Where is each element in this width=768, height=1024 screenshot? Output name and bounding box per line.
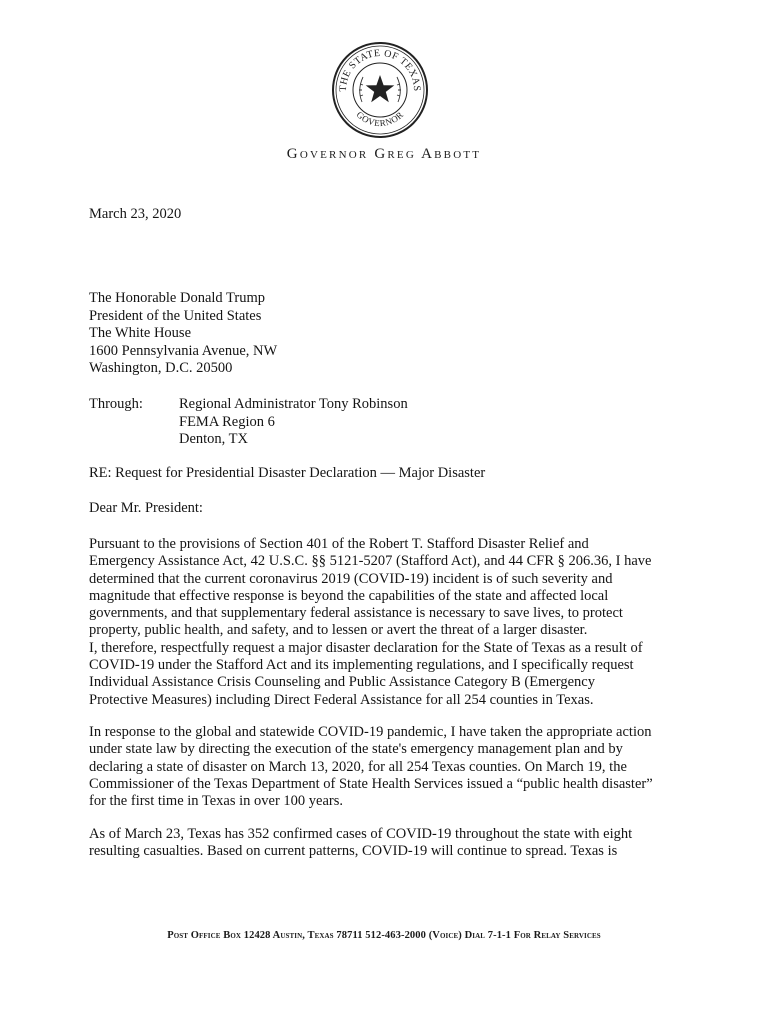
- paragraph-line: for the first time in Texas in over 100 years.: [89, 793, 344, 810]
- letterhead-footer: Post Office Box 12428 Austin, Texas 78711 512-463-2000 (Voice) Dial 7-1-1 For Relay Services: [167, 930, 601, 941]
- paragraph-line: As of March 23, Texas has 352 confirmed cases of COVID-19 throughout the state with eight: [89, 826, 633, 842]
- recipient-line: The White House: [89, 325, 192, 341]
- through-line: Denton, TX: [179, 431, 249, 447]
- svg-text:GOVERNOR: [355, 109, 406, 128]
- recipient-line: Washington, D.C. 20500: [89, 360, 233, 376]
- recipient-line: The Honorable Donald Trump: [89, 290, 265, 306]
- body-paragraph-3: [89, 826, 689, 861]
- paragraph-line: In response to the global and statewide COVID-19 pandemic, I have taken the appropriate action: [89, 724, 652, 740]
- paragraph-line: Protective Measures) including Direct Federal Assistance for all 254 counties in Texas.: [89, 691, 594, 708]
- recipient-line: President of the United States: [89, 307, 262, 324]
- paragraph-line: governments, and that supplementary federal assistance is necessary to save lives, to protect: [89, 605, 623, 622]
- through-line: Regional Administrator Tony Robinson: [179, 396, 408, 412]
- paragraph-line: under state law by directing the execution of the state's emergency management plan and by: [89, 741, 623, 758]
- paragraph-line: I, therefore, respectfully request a major disaster declaration for the State of Texas as a result of: [89, 639, 643, 656]
- paragraph-line: Emergency Assistance Act, 42 U.S.C. §§ 5121-5207 (Stafford Act), and 44 CFR § 206.36, I have: [89, 553, 652, 570]
- subject-line: RE: Request for Presidential Disaster Declaration — Major Disaster: [89, 465, 486, 481]
- paragraph-line: Commissioner of the Texas Department of State Health Services issued a “public health disaster”: [89, 775, 653, 792]
- paragraph-line: resulting casualties. Based on current patterns, COVID-19 will continue to spread. Texas is: [89, 843, 618, 860]
- paragraph-line: magnitude that effective response is beyond the capabilities of the state and affected local: [89, 587, 609, 604]
- paragraph-line: COVID-19 under the Stafford Act and its implementing regulations, and I specifically request: [89, 657, 634, 674]
- letter-date: March 23, 2020: [89, 206, 182, 222]
- seal-bottom-text: GOVERNOR: [354, 109, 406, 129]
- recipient-line: 1600 Pennsylvania Avenue, NW: [89, 342, 278, 359]
- through-line: FEMA Region 6: [179, 413, 275, 430]
- recipient-address: [89, 290, 277, 378]
- through-label: Through:: [89, 396, 143, 412]
- paragraph-line: Pursuant to the provisions of Section 401 of the Robert T. Stafford Disaster Relief and: [89, 536, 589, 552]
- paragraph-line: declaring a state of disaster on March 13, 2020, for all 254 Texas counties. On March 19, the: [89, 758, 627, 775]
- texas-state-seal: [330, 40, 430, 140]
- paragraph-line: Individual Assistance Crisis Counseling and Public Assistance Category B (Emergency: [89, 674, 595, 691]
- body-paragraph-1: [89, 536, 689, 709]
- governor-office-heading: Governor Greg Abbott: [286, 146, 482, 162]
- body-paragraph-2: [89, 724, 689, 810]
- paragraph-line: determined that the current coronavirus 2019 (COVID-19) incident is of such severity and: [89, 570, 613, 587]
- through-address: [179, 396, 408, 449]
- lone-star-icon: [366, 75, 395, 102]
- paragraph-line: property, public health, and safety, and to lessen or avert the threat of a larger disaster.: [89, 622, 588, 639]
- seal-top-text: THE STATE OF TEXAS: [337, 47, 423, 92]
- salutation: Dear Mr. President:: [89, 500, 203, 516]
